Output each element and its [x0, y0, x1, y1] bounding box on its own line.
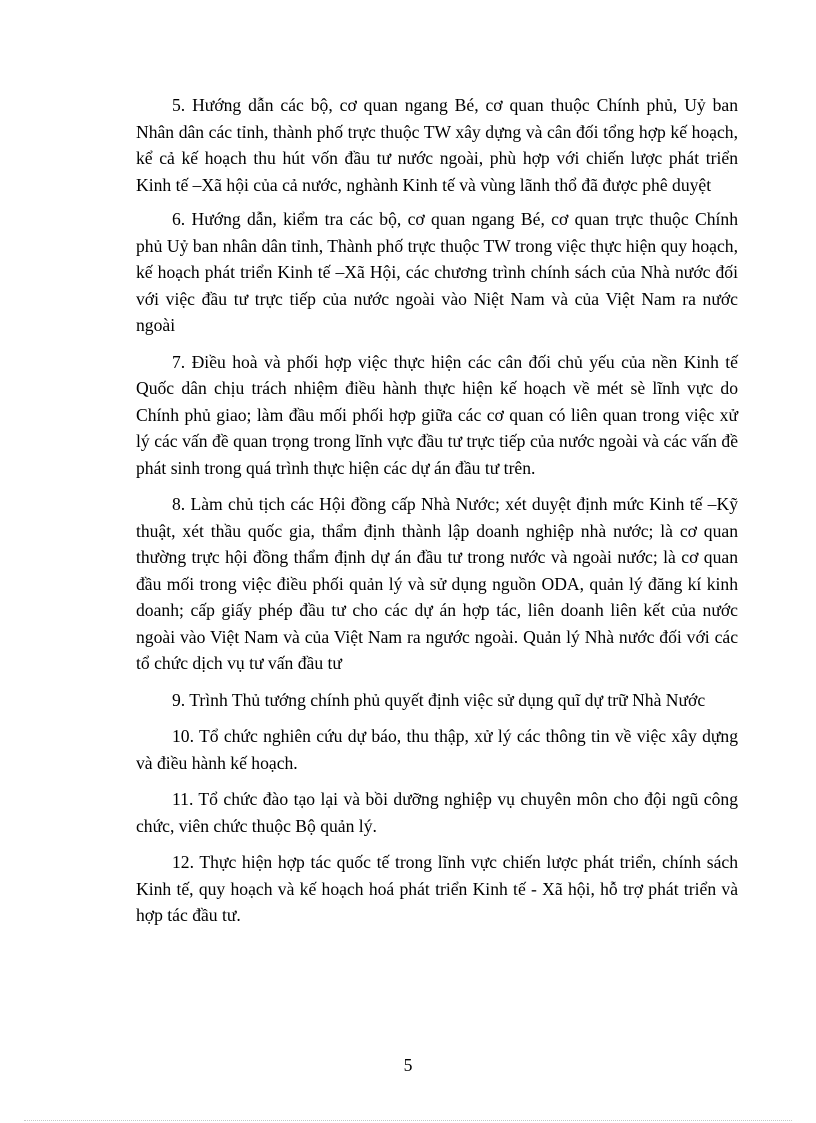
paragraph-12: 12. Thực hiện hợp tác quốc tế trong lĩnh vực chiến lược phát triển, chính sách Kinh tế, quy hoạch và kế hoạch hoá phát triển Kinh tế - Xã hội, hỗ trợ phát triển và hợp tác đầu tư.: [136, 852, 738, 925]
paragraph-11: 11. Tổ chức đào tạo lại và bồi dưỡng nghiệp vụ chuyên môn cho đội ngũ công chức, viên chức thuộc Bộ quản lý.: [136, 789, 738, 836]
paragraph-6: 6. Hướng dẫn, kiểm tra các bộ, cơ quan ngang Bé, cơ quan trực thuộc Chính phủ Uỷ ban nhân dân tỉnh, Thành phố trực thuộc TW trong việc thực hiện quy hoạch, kế hoạch phát triển Kinh tế –Xã Hội, các chương trình chính sách của Nhà nước đối với việc đầu tư trực tiếp của nước ngoài vào Niệt Nam và của Việt Nam ra nước ngoài: [136, 209, 738, 335]
paragraph-8: 8. Làm chủ tịch các Hội đồng cấp Nhà Nước; xét duyệt định mức Kinh tế –Kỹ thuật, xét thầu quốc gia, thẩm định thành lập doanh nghiệp nhà nước; là cơ quan thường trực hội đồng thẩm định dự án đầu tư trong nước và ngoài nước; là cơ quan đầu mối trong việc điều phối quản lý và sử dụng nguồn ODA, quản lý đăng kí kinh doanh; cấp giấy phép đầu tư cho các dự án hợp tác, liên doanh liên kết của nước ngoài vào Việt Nam và của Việt Nam ra ngước ngoài. Quản lý Nhà nước đối với các tổ chức dịch vụ tư vấn đầu tư: [136, 494, 738, 673]
paragraph-10: 10. Tổ chức nghiên cứu dự báo, thu thập, xử lý các thông tin về việc xây dựng và điều hành kế hoạch.: [136, 726, 738, 773]
paragraph-9: 9. Trình Thủ tướng chính phủ quyết định việc sử dụng quĩ dự trữ Nhà Nước: [172, 689, 706, 710]
document-body: [136, 92, 738, 939]
page-bottom-divider: [24, 1120, 792, 1121]
paragraph-5: 5. Hướng dẫn các bộ, cơ quan ngang Bé, cơ quan thuộc Chính phủ, Uỷ ban Nhân dân các tỉnh, thành phố trực thuộc TW xây dựng và cân đối tổng hợp kế hoạch, kể cả kế hoạch thu hút vốn đầu tư nước ngoài, phù hợp với chiến lược phát triển Kinh tế –Xã hội của cả nước, nghành Kinh tế và vùng lãnh thổ đã được phê duyệt: [136, 95, 738, 195]
page-number: 5: [403, 1055, 413, 1075]
paragraph-7: 7. Điều hoà và phối hợp việc thực hiện các cân đối chủ yếu của nền Kinh tế Quốc dân chịu trách nhiệm điều hành thực hiện kế hoạch về mét sè lĩnh vực do Chính phủ giao; làm đầu mối phối hợp giữa các cơ quan có liên quan trong việc xử lý các vấn đề quan trọng trong lĩnh vực đầu tư trực tiếp của nước ngoài và các vấn đề phát sinh trong quá trình thực hiện các dự án đầu tư trên.: [136, 351, 738, 478]
